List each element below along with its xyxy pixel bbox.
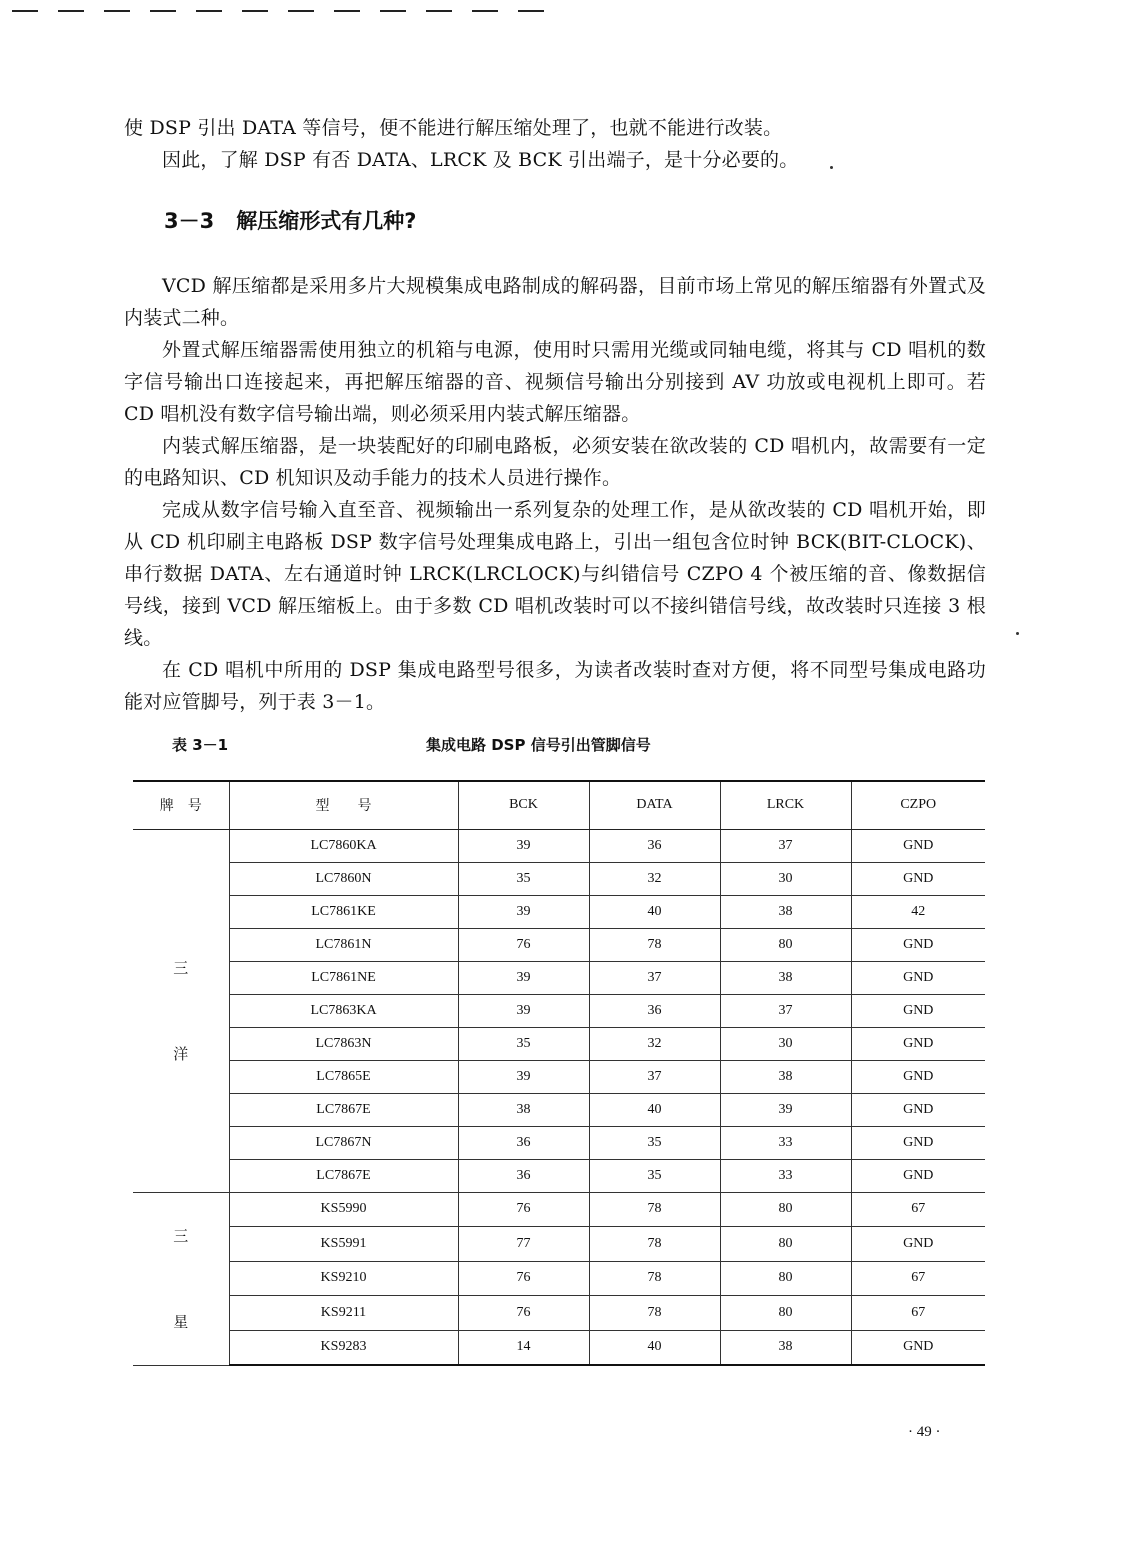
- pin-cell: GND: [851, 862, 985, 895]
- pin-cell: 14: [458, 1330, 589, 1365]
- pin-cell: 36: [458, 1159, 589, 1192]
- pin-cell: 40: [589, 1330, 720, 1365]
- model-cell: KS9283: [229, 1330, 458, 1365]
- pin-cell: 35: [458, 862, 589, 895]
- pin-cell: 39: [458, 1060, 589, 1093]
- pin-cell: 76: [458, 928, 589, 961]
- table-body: [133, 829, 985, 1365]
- table-row: [133, 895, 985, 928]
- pin-cell: 80: [720, 1261, 851, 1296]
- pin-cell: GND: [851, 1330, 985, 1365]
- model-cell: LC7867N: [229, 1126, 458, 1159]
- pin-cell: 78: [589, 928, 720, 961]
- table-row: [133, 1261, 985, 1296]
- paragraph-3: 内装式解压缩器，是一块装配好的印刷电路板，必须安装在欲改装的 CD 唱机内，故需要有一定的电路知识、CD 机知识及动手能力的技术人员进行操作。: [124, 435, 986, 489]
- table-row: [133, 1227, 985, 1262]
- pin-cell: 30: [720, 862, 851, 895]
- table-header-cell: BCK: [458, 781, 589, 829]
- paragraph-4: 完成从数字信号输入直至音、视频输出一系列复杂的处理工作，是从欲改装的 CD 唱机开始，即从 CD 机印刷主电路板 DSP 数字信号处理集成电路上，引出一组包含位时钟 BCK(BIT-CLOCK)、串行数据 DATA、左右通道时钟 LRCK(LRCLOCK)与纠错信号 CZPO 4 个被压缩的音、像数据信号线，接到 VCD 解压缩板上。由于多数 CD 唱机改装时可以不接纠错信号线，故改装时只连接 3 根线。: [124, 499, 986, 649]
- table-header-cell: LRCK: [720, 781, 851, 829]
- model-cell: LC7863N: [229, 1027, 458, 1060]
- section-heading: [164, 206, 986, 236]
- paragraph-5: 在 CD 唱机中所用的 DSP 集成电路型号很多，为读者改装时查对方便，将不同型号集成电路功能对应管脚号，列于表 3－1。: [124, 659, 986, 713]
- table-row: [133, 1296, 985, 1331]
- model-cell: LC7867E: [229, 1093, 458, 1126]
- pin-cell: 78: [589, 1261, 720, 1296]
- table-header-cell: DATA: [589, 781, 720, 829]
- scan-speck: [1016, 632, 1019, 635]
- pin-cell: GND: [851, 1126, 985, 1159]
- model-cell: LC7861NE: [229, 961, 458, 994]
- brand-char: 星: [173, 1312, 189, 1331]
- pin-cell: 76: [458, 1296, 589, 1331]
- table-header-cell: 型 号: [229, 781, 458, 829]
- pin-cell: 80: [720, 928, 851, 961]
- pin-cell: 35: [589, 1159, 720, 1192]
- pin-cell: 32: [589, 862, 720, 895]
- pin-cell: GND: [851, 1159, 985, 1192]
- model-cell: LC7867E: [229, 1159, 458, 1192]
- pin-cell: 33: [720, 1126, 851, 1159]
- table-header-cell: 牌 号: [133, 781, 229, 829]
- pin-cell: 36: [458, 1126, 589, 1159]
- table-header-row: [133, 781, 985, 829]
- pin-cell: 38: [458, 1093, 589, 1126]
- paragraph-continued: 使 DSP 引出 DATA 等信号，便不能进行解压缩处理了，也就不能进行改装。: [124, 117, 783, 139]
- pin-cell: 36: [589, 994, 720, 1027]
- pin-cell: 38: [720, 1060, 851, 1093]
- pin-cell: 78: [589, 1227, 720, 1262]
- table-label: 表 3－1: [172, 736, 229, 754]
- table-row: [133, 1159, 985, 1192]
- dsp-pin-table: [133, 780, 985, 1366]
- paragraph-1: VCD 解压缩都是采用多片大规模集成电路制成的解码器，目前市场上常见的解压缩器有外置式及内装式二种。: [124, 275, 986, 329]
- model-cell: KS9211: [229, 1296, 458, 1331]
- model-cell: LC7860KA: [229, 829, 458, 862]
- pin-cell: 38: [720, 961, 851, 994]
- pin-cell: 80: [720, 1296, 851, 1331]
- pin-cell: 39: [720, 1093, 851, 1126]
- pin-cell: 36: [589, 829, 720, 862]
- pin-cell: 37: [589, 961, 720, 994]
- pin-cell: 78: [589, 1192, 720, 1227]
- pin-cell: GND: [851, 1060, 985, 1093]
- page-body: [124, 112, 986, 756]
- pin-cell: 80: [720, 1227, 851, 1262]
- model-cell: LC7860N: [229, 862, 458, 895]
- table-caption: [124, 730, 986, 756]
- pin-cell: 32: [589, 1027, 720, 1060]
- pin-cell: 42: [851, 895, 985, 928]
- brand-char: 三: [173, 1226, 189, 1245]
- brand-cell: [133, 829, 229, 1192]
- section-number: 3－3: [164, 209, 215, 233]
- table-title: 集成电路 DSP 信号引出管脚信号: [426, 736, 651, 754]
- pin-cell: 37: [589, 1060, 720, 1093]
- model-cell: LC7863KA: [229, 994, 458, 1027]
- table-row: [133, 961, 985, 994]
- pin-cell: 38: [720, 895, 851, 928]
- table-row: [133, 862, 985, 895]
- pin-cell: 35: [589, 1126, 720, 1159]
- pin-cell: 39: [458, 961, 589, 994]
- pin-cell: GND: [851, 928, 985, 961]
- section-title: 解压缩形式有几种?: [236, 209, 417, 233]
- table-row: [133, 994, 985, 1027]
- pin-cell: 67: [851, 1296, 985, 1331]
- model-cell: KS5990: [229, 1192, 458, 1227]
- pin-cell: 77: [458, 1227, 589, 1262]
- paragraph-conclusion: 因此，了解 DSP 有否 DATA、LRCK 及 BCK 引出端子，是十分必要的。: [162, 149, 799, 171]
- pin-cell: 76: [458, 1192, 589, 1227]
- pin-cell: 37: [720, 829, 851, 862]
- table-row: [133, 829, 985, 862]
- pin-cell: 37: [720, 994, 851, 1027]
- pin-cell: GND: [851, 1227, 985, 1262]
- model-cell: KS5991: [229, 1227, 458, 1262]
- table-row: [133, 1330, 985, 1365]
- pin-cell: 67: [851, 1192, 985, 1227]
- model-cell: KS9210: [229, 1261, 458, 1296]
- pin-cell: 35: [458, 1027, 589, 1060]
- pin-cell: 67: [851, 1261, 985, 1296]
- pin-cell: GND: [851, 994, 985, 1027]
- paragraph-2: 外置式解压缩器需使用独立的机箱与电源，使用时只需用光缆或同轴电缆，将其与 CD 唱机的数字信号输出口连接起来，再把解压缩器的音、视频信号输出分别接到 AV 功放或电视机上即可。若 CD 唱机没有数字信号输出端，则必须采用内装式解压缩器。: [124, 339, 986, 425]
- pin-cell: 33: [720, 1159, 851, 1192]
- pin-cell: 78: [589, 1296, 720, 1331]
- table-row: [133, 1126, 985, 1159]
- model-cell: LC7861N: [229, 928, 458, 961]
- page-number: · 49 ·: [908, 1424, 941, 1440]
- pin-cell: 39: [458, 829, 589, 862]
- table-header-cell: CZPO: [851, 781, 985, 829]
- pin-cell: 40: [589, 895, 720, 928]
- table-row: [133, 1192, 985, 1227]
- top-dash-rule: [0, 0, 560, 14]
- pin-cell: GND: [851, 1027, 985, 1060]
- pin-cell: 38: [720, 1330, 851, 1365]
- pin-cell: 40: [589, 1093, 720, 1126]
- pin-cell: 30: [720, 1027, 851, 1060]
- pin-cell: 76: [458, 1261, 589, 1296]
- pin-cell: 80: [720, 1192, 851, 1227]
- pin-cell: GND: [851, 829, 985, 862]
- brand-cell: [133, 1192, 229, 1365]
- brand-char: 洋: [173, 1044, 189, 1063]
- pin-cell: GND: [851, 961, 985, 994]
- table-row: [133, 928, 985, 961]
- table-row: [133, 1060, 985, 1093]
- pin-cell: 39: [458, 895, 589, 928]
- model-cell: LC7861KE: [229, 895, 458, 928]
- pin-cell: GND: [851, 1093, 985, 1126]
- table-row: [133, 1093, 985, 1126]
- model-cell: LC7865E: [229, 1060, 458, 1093]
- pin-cell: 39: [458, 994, 589, 1027]
- scan-speck: [830, 166, 833, 169]
- brand-char: 三: [173, 958, 189, 977]
- table-row: [133, 1027, 985, 1060]
